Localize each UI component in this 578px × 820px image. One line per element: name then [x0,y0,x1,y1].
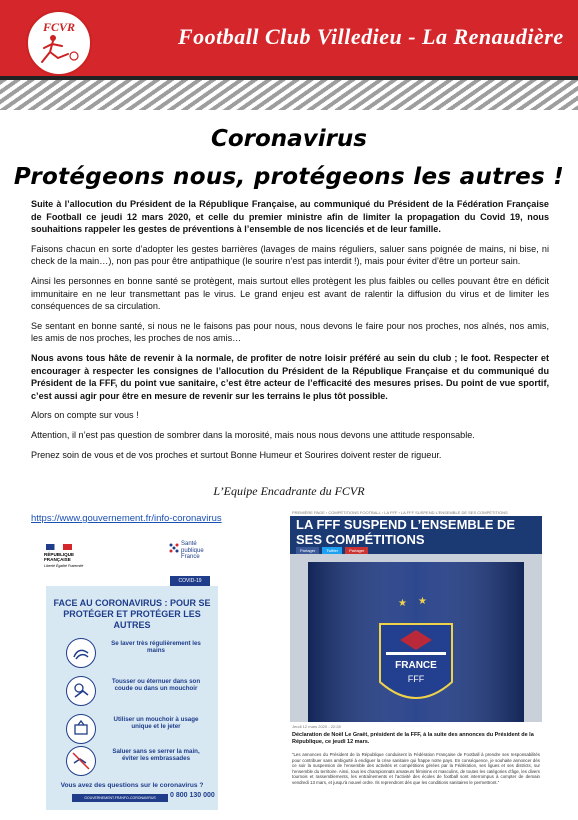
paragraph: Suite à l’allocution du Président de la République Française, au communiqué du Président de la Fédération Française de Football ce jeudi 12 mars 2020, et celle du premier ministre afin de limiter la propagation du Covid 19, nous souhaitions rappeler les gestes de préventions à l’ensemble de nos licenciés et de leur famille. [31,199,549,235]
covid-tab: COVID-19 [170,576,210,586]
poster-item [66,746,216,780]
fff-crest-photo [290,554,542,722]
header-pattern [0,80,578,110]
article-body: “Les annonces du Président de la République conduisent la Fédération Française de Football à prendre ses responsabilités pour contribuer sans ambiguïté à endiguer la crise sanitaire qui frappe notre pays. En conséquence, je souhaite annoncer dès ce soir la suspension de l’ensemble des activités et compétitions gérées par la Fédération, ses ligues et ses districts, sur l’ensemble du territoire. Ainsi, tous les championnats amateurs féminins et masculins, de toutes les catégories d’âge, les divers tournois et rassemblements, les entraînements et l’activité des écoles de football sont interrompus à compter de demain vendredi 13 mars, et jusqu’à nouvel ordre. Ils reprendront dès que les conditions sanitaires le permettront.” [292,752,540,785]
paragraph: Attention, il n’est pas question de sombrer dans la morosité, mais nous nous devons une attitude responsable. [31,429,475,440]
signature: L’Equipe Encadrante du FCVR [213,484,365,498]
marianne-logo-icon [46,544,72,550]
crest-fff-text: FFF [407,674,425,684]
paragraph: Prenez soin de vous et de vos proches et surtout Bonne Humeur et Sourires doivent rester de rigueur. [31,449,442,460]
poster-panel [46,586,218,810]
crest-france-text: FRANCE [395,660,437,671]
paragraph: Nous avons tous hâte de revenir à la normale, de profiter de notre loisir préféré au sein du club ; le foot. Respecter et encourager à respecter les consignes de l’allocution du Président de la République Française et du communiqué du Président de la FFF, du point vue sanitaire, c’est être acteur de l’efficacité des mesures prises. Du point de vue sportif, c’est aussi agir pour être en mesure de revenir sur les terrains le plus tôt possible. [31,352,549,401]
svg-text:★: ★ [418,596,427,607]
club-logo [26,10,92,76]
footballer-icon [28,32,90,72]
article-breadcrumb: PREMIÈRE PAGE › COMPÉTITIONS FOOTBALL › LA FFF › LA FFF SUSPEND L'ENSEMBLE DE SES COMPÉTITIONS [292,510,508,515]
header-banner [0,0,578,112]
club-name: Football Club Villedieu - La Renaudière [178,24,564,49]
poster-item [66,676,216,710]
republique-motto: Liberté Égalité Fraternité [44,564,84,568]
poster-item [66,714,216,748]
sante-publique-label: Santé publique France [181,541,204,560]
article-photo [290,554,542,722]
poster-item-label: Saluer sans se serrer la main, éviter les embrassades [112,748,200,763]
tissue-icon [66,714,96,744]
poster-heading: FACE AU CORONAVIRUS : POUR SE PROTÉGER ET PROTÉGER LES AUTRES [53,598,211,630]
covid-poster [38,530,223,812]
title-line-2: Protégeons nous, protégeons les autres ! [13,164,565,190]
government-link[interactable]: https://www.gouvernement.fr/info-coronavirus [31,513,222,524]
poster-item [66,638,216,672]
poster-item-label: Tousser ou éternuer dans son coude ou dans un mouchoir [111,678,201,693]
svg-text:★: ★ [398,598,407,609]
article-title: LA FFF SUSPEND L’ENSEMBLE DE SES COMPÉTITIONS [296,517,516,547]
poster-item-label: Se laver très régulièrement les mains [111,640,201,655]
title-line-1: Coronavirus [210,126,367,152]
wash-hands-icon [66,638,96,668]
share-twitter-button[interactable]: Twitter [322,547,342,554]
sante-publique-logo [168,540,218,562]
no-handshake-icon [66,746,96,776]
poster-phone: 0 800 130 000 [170,792,215,799]
share-button[interactable]: Partager [345,547,368,554]
paragraph: Se sentant en bonne santé, si nous ne le faisons pas pour nous, nous devons le faire pour nos proches, nos aînés, nos amis, les amis de nos proches, les proches de nos amis… [31,320,549,344]
share-facebook-button[interactable]: Partager [296,547,319,554]
letter-body [31,198,549,468]
sante-publique-icon [168,542,180,554]
club-logo-text: FCVR [42,20,75,34]
paragraph: Faisons chacun en sorte d’adopter les gestes barrières (lavages de mains réguliers, saluer sans poignée de mains, ni bise, ni check de la main…), non pas pour être antipathique (le sourire n’est pas interdit !), mais pour éviter d’être un porteur sain. [31,243,549,267]
poster-item-label: Utiliser un mouchoir à usage unique et le jeter [113,716,199,731]
article-date: Jeudi 12 mars 2020 - 22:28 [292,724,341,729]
poster-url-bar: GOUVERNEMENT.FR/INFO-CORONAVIRUS [72,794,168,802]
republique-label: RÉPUBLIQUE FRANÇAISE [44,552,75,562]
fff-article [290,508,542,813]
paragraph: Alors on compte sur vous ! [31,410,139,421]
paragraph: Ainsi les personnes en bonne santé se protègent, mais surtout elles protègent les plus faibles ou celles pouvant être en déficit immunitaire en ne leur transmettant pas le virus. Le grand enjeu est avant de ralentir la diffusion du virus et de limiter les conséquences de sa circulation. [31,275,549,312]
article-lead: Déclaration de Noël Le Graët, président de la FFF, à la suite des annonces du Président de la République, ce jeudi 12 mars. [292,732,534,745]
cough-elbow-icon [66,676,96,706]
share-bar [296,547,371,554]
poster-question: Vous avez des questions sur le coronavirus ? [60,782,204,789]
